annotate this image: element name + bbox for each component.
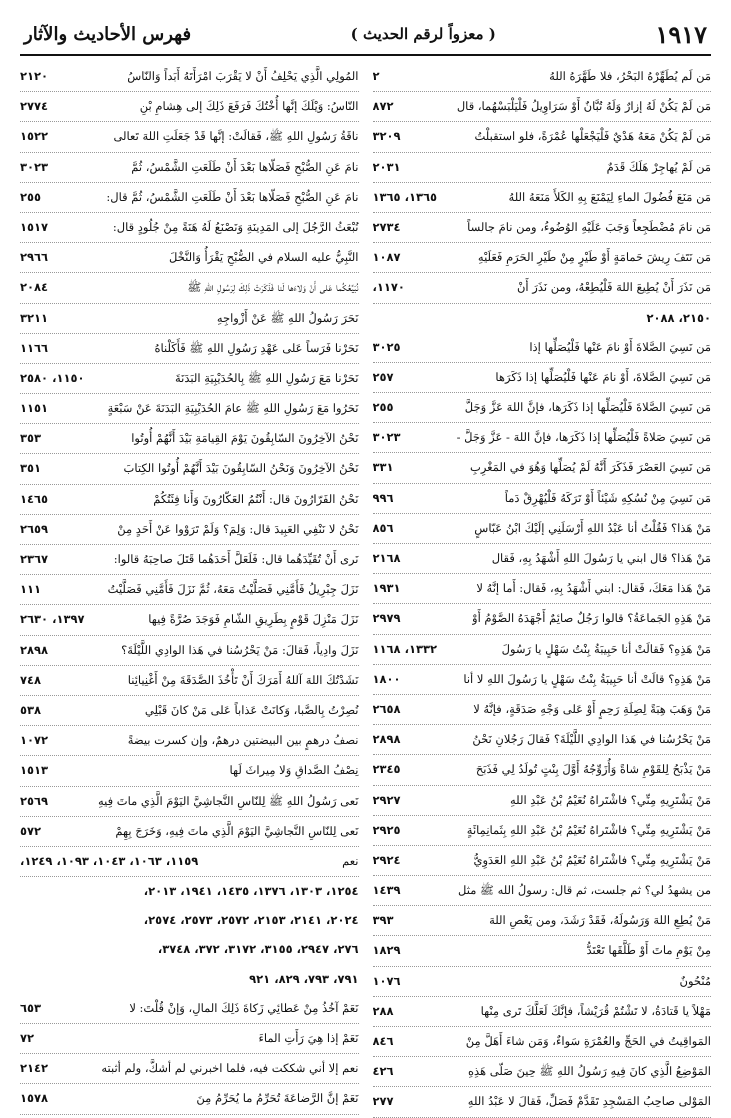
index-entry bbox=[373, 906, 712, 936]
entry-text: نَحَرُوا مَعَ رَسُولِ اللهِ ﷺ عامَ الحُدَيْبِيَةِ البَدَنَةَ عَنْ سَبْعَةٍ bbox=[107, 401, 359, 416]
entry-hadith-number: ٢٧٧ bbox=[372, 1094, 394, 1109]
index-entry bbox=[20, 817, 359, 847]
entry-text: نَحْنُ الفَرّارُونَ قال: أَنْتُمُ العَكّارُونَ وَأَنا فِئَتُكُمْ bbox=[153, 491, 359, 506]
page-header bbox=[20, 14, 711, 56]
entry-text: نَحَرْنا فَرَساً عَلى عَهْدِ رَسُولِ اللهِ ﷺ فَأَكَلْناهُ bbox=[154, 340, 359, 355]
entry-hadith-number: ١٥١٣ bbox=[20, 763, 49, 778]
header-title: فهرس الأحاديث والآثار bbox=[24, 23, 192, 45]
entry-text: ناقَةُ رَسُولِ اللهِ ﷺ، فَقالَتْ: إنَّها قَدْ جَعَلَتِ اللهَ تَعالى bbox=[113, 129, 359, 144]
entry-hadith-number: ١٠٧٢ bbox=[20, 733, 49, 748]
index-entry bbox=[20, 273, 359, 303]
entry-hadith-number: ٢٩٢٥ bbox=[372, 822, 401, 837]
index-entry bbox=[373, 635, 712, 665]
entry-hadith-number: ٣٢٠٩ bbox=[372, 129, 401, 144]
entry-hadith-number: ٥٣٨ bbox=[20, 702, 42, 717]
entry-text: نعم bbox=[342, 853, 359, 868]
index-entry bbox=[20, 153, 359, 183]
entry-text: النَّبِيُّ عليه السلام في الصُّبْحِ يَقْرَأُ وَالنَّخْلَ bbox=[169, 250, 359, 265]
index-entry bbox=[20, 92, 359, 122]
index-entry-continuation bbox=[20, 906, 359, 935]
entry-hadith-number: ٢٨٩٨ bbox=[20, 642, 49, 657]
entry-hadith-number: ١١١ bbox=[20, 582, 42, 597]
index-entry bbox=[20, 605, 359, 635]
entry-text: مَنْ هَذِهِ الجَماعَةُ؟ قالوا رَجُلٌ صائِمٌ أَجْهَدَهُ الصَّوْمُ أَوْ bbox=[472, 611, 711, 626]
index-entry bbox=[373, 423, 712, 453]
index-entry bbox=[373, 363, 712, 393]
entry-text: مَنْ يُطِعِ اللهَ وَرَسُولَهُ، فَقَدْ رَشَدَ، ومن يَعْصِ اللهَ bbox=[489, 913, 711, 928]
entry-text: مَهْلاً يا قَتادَةُ، لا تَشْتُمْ قُرَيْشاً، فإنَّكَ لَعَلَّكَ تَرى مِنْها bbox=[480, 1003, 711, 1018]
entry-text: مَنْ يَذْبَحُ لِلقَوْمِ شاةً وَأُزَوِّجُهُ أَوَّلَ بِنْتٍ تُولَدُ لِي فَذَبَحَ bbox=[475, 762, 711, 777]
entry-text: ٢١٥٠، ٢٠٨٨ bbox=[646, 310, 711, 325]
index-entry bbox=[373, 846, 712, 876]
right-column bbox=[373, 62, 712, 1118]
entry-text: مَن نَسِيَ الصَّلاةَ، أَوْ نامَ عَنْها فَلْيُصَلِّها إذا ذَكَرَها bbox=[495, 369, 711, 384]
entry-hadith-number: ١١٦٦ bbox=[20, 340, 49, 355]
index-entry-continuation bbox=[20, 877, 359, 906]
index-entry bbox=[373, 997, 712, 1027]
index-entry bbox=[20, 756, 359, 786]
index-entry bbox=[373, 122, 712, 152]
entry-hadith-number: ٢٦٥٨ bbox=[372, 701, 401, 716]
entry-hadith-number: ٢٦٥٩ bbox=[20, 521, 49, 536]
index-entry bbox=[373, 936, 712, 966]
entry-hadith-number: ٧٢ bbox=[20, 1031, 35, 1045]
entry-hadith-number: ٨٤٦ bbox=[372, 1034, 394, 1048]
entry-text: نَزَلَ جِبْرِيلُ فَأَمَّنِي فَصَلَّيْتُ مَعَهُ، ثُمَّ نَزَلَ فَأَمَّنِي فَصَلَّيْتُ bbox=[107, 582, 359, 597]
index-entry bbox=[20, 454, 359, 484]
index-entry bbox=[373, 484, 712, 514]
entry-text: مَن لَمْ يَكُنْ مَعَهُ هَدْيٌ فَلْيَجْعَلْها عُمْرَةً، فلو استقبلْتُ bbox=[474, 129, 711, 144]
entry-text: مَن لَمْ يُهاجِرْ هَلَكَ قَدَمٌ bbox=[606, 159, 711, 174]
entry-text: ٧٩١، ٧٩٣، ٨٢٩، ٩٢١ bbox=[249, 971, 359, 986]
index-entry bbox=[373, 695, 712, 725]
index-entry bbox=[20, 994, 359, 1024]
entry-text: ٢٠٢٤، ٢١٤١، ٢١٥٣، ٢٥٧٢، ٢٥٧٣، ٢٥٧٤، bbox=[143, 913, 359, 928]
entry-hadith-number: ٣٠٢٣ bbox=[20, 159, 49, 174]
entry-text: مَنْ يَحْرُسُنا في هَذا الوادِي اللَّيْلَةَ؟ فَقالَ رَجُلانِ نَحْنُ bbox=[472, 732, 711, 747]
index-entry bbox=[373, 604, 712, 634]
entry-hadith-number: ٩٩٦ bbox=[372, 490, 394, 505]
index-entry bbox=[20, 213, 359, 243]
entry-text: نِصْفُ الصَّداقِ وَلا مِيراثَ لَها bbox=[229, 763, 359, 778]
entry-text: نَشَدْتُكَ اللهَ آللهُ أَمَرَكَ أَنْ تَأْخُذَ الصَّدَقَةَ مِنْ أَغْنِيائِنا bbox=[127, 672, 359, 687]
entry-text: مَن نَذَرَ أَنْ يُطِيعَ اللهَ فَلْيُطِعْهُ، ومن نَذَرَ أَنْ bbox=[516, 280, 711, 295]
entry-text: نَعَمْ آخُذُ مِنْ عَطائِي زَكاةَ ذَلِكَ المالِ، وَإنْ قُلْتَ: لا bbox=[129, 1000, 359, 1015]
entry-text: مُنْحُونٌ bbox=[679, 973, 711, 988]
entry-text: نُصِرْتُ بِالصَّبا، وَكانَتْ عَذاباً عَلى مَنْ كانَ قَبْلِي bbox=[144, 702, 359, 717]
entry-text: نَزَلَ مَنْزِلَ قَوْمٍ بِطَرِيقِ الشّامِ فَوَجَدَ صُرَّةً فِيها bbox=[148, 612, 359, 627]
index-entry bbox=[373, 1027, 712, 1057]
index-entry bbox=[20, 304, 359, 334]
entry-hadith-number: ٢٣٤٥ bbox=[372, 762, 401, 777]
entry-hadith-number: ١٨٠٠ bbox=[372, 671, 401, 686]
index-entry bbox=[373, 574, 712, 604]
entry-hadith-number: ١١٥٠، ٢٥٨٠ bbox=[20, 370, 85, 385]
entry-hadith-number: ٢٥٥ bbox=[20, 189, 42, 204]
entry-text: المَوْضِعُ الَّذِي كانَ فِيهِ رَسُولُ اللهِ ﷺ حِينَ صَلّى هَذِهِ bbox=[467, 1064, 711, 1079]
entry-hadith-number: ٢١٦٨ bbox=[372, 551, 401, 565]
index-entry bbox=[373, 92, 712, 122]
index-entry bbox=[20, 545, 359, 575]
entry-text: مَن نَسِيَ الصَّلاةَ فَلْيُصَلِّها إذا ذَكَرَها، فإنَّ اللهَ عَزَّ وَجَلَّ bbox=[464, 400, 711, 415]
entry-hadith-number: ٢٨٨ bbox=[372, 1003, 394, 1018]
entry-hadith-number: ٢٧٧٤ bbox=[20, 99, 49, 114]
entry-hadith-number: ٢٩٧٩ bbox=[372, 611, 401, 626]
index-entry bbox=[20, 334, 359, 364]
entry-text: نَحْنُ الآخِرُونَ وَنَحْنُ السّابِقُونَ بَيْدَ أَنَّهُمْ أُوتُوا الكِتابَ bbox=[123, 461, 359, 476]
entry-hadith-number: ٣٩٣ bbox=[372, 913, 394, 928]
entry-hadith-number: ٣٢١١ bbox=[20, 310, 49, 325]
index-columns bbox=[20, 62, 711, 1118]
entry-hadith-number: ١٤٦٥ bbox=[20, 491, 49, 506]
entry-text: مَنْ يَشْتَرِيهِ مِنِّي؟ فاشْتَراهُ نُعَيْمُ بْنُ عَبْدِ اللهِ bbox=[509, 792, 711, 807]
entry-hadith-number: ١١٥٩، ١٠٦٣، ١٠٤٣، ١٠٩٣، ١٢٤٩، bbox=[20, 853, 199, 868]
entry-hadith-number: ١٥١٧ bbox=[20, 219, 49, 234]
entry-text: مَن لَمْ يَكُنْ لَهُ إزارٌ وَلَهُ تُبَّانٌ أَوْ سَرَاوِيلُ فَلْيَلْبَسْهُما، قال bbox=[456, 99, 711, 114]
index-entry bbox=[20, 1084, 359, 1114]
entry-text: نَحْنُ الآخِرُونَ السّابِقُونَ يَوْمَ القِيامَةِ بَيْدَ أَنَّهُمْ أُوتُوا bbox=[131, 431, 359, 446]
entry-hadith-number: ٢ bbox=[372, 69, 380, 83]
index-entry bbox=[373, 544, 712, 574]
entry-hadith-number: ٤٢٦ bbox=[372, 1064, 394, 1079]
index-entry bbox=[373, 1057, 712, 1087]
entry-text: المَوْلى صاحِبُ المَسْجِدِ تَقَدَّمْ فَصَلِّ، فَقالَ لا عَبْدُ اللهِ bbox=[467, 1094, 711, 1109]
index-entry bbox=[20, 243, 359, 273]
index-entry bbox=[20, 847, 359, 877]
index-entry bbox=[20, 364, 359, 394]
index-entry bbox=[20, 485, 359, 515]
entry-hadith-number: ٢٠٣١ bbox=[372, 159, 401, 174]
entry-text: نَعى رَسُولُ اللهِ ﷺ لِلنّاسِ النَّجاشِيَّ اليَوْمَ الَّذِي ماتَ فِيهِ bbox=[97, 793, 359, 808]
entry-text: نصفُ درهمٍ بين البيضتين درهمٌ، وإن كسرت بيضةً bbox=[127, 733, 359, 748]
entry-text: مَن نَسِيَ العَصْرَ فَذَكَرَ أَنَّهُ لَمْ يُصَلِّها وَهُوَ في المَغْرِبِ bbox=[470, 460, 711, 475]
entry-text: مَنْ هَذا؟ فَقُلْتُ أنا عَبْدُ اللهِ أَرْسَلَنِي إلَيْكَ ابْنُ عَبّاسٍ bbox=[474, 520, 711, 535]
index-entry bbox=[20, 726, 359, 756]
index-entry-continuation bbox=[20, 935, 359, 964]
entry-hadith-number: ١٩٣١ bbox=[372, 581, 401, 596]
entry-text: نَعى لِلنّاسِ النَّجاشِيَّ اليَوْمَ الَّذِي ماتَ فِيهِ، وَخَرَجَ بِهِمْ bbox=[115, 823, 359, 838]
entry-hadith-number: ٢٥٧ bbox=[372, 369, 394, 384]
entry-text: مِنْ يَوْمِ ماتَ أَوْ طَلَّقَها تَعْتَدُّ bbox=[586, 943, 711, 958]
entry-hadith-number: ٨٥٦ bbox=[372, 520, 394, 535]
entry-hadith-number: ٢٧٣٤ bbox=[372, 219, 401, 234]
entry-text: مَنْ هَذِهِ؟ فَقالَتْ أنا حَبِيبَةُ بِنْتُ سَهْلٍ يا رَسُولَ bbox=[501, 641, 711, 656]
entry-text: مَنْ يَشْتَرِيهِ مِنِّي؟ فاشْتَراهُ نُعَيْمُ بْنُ عَبْدِ اللهِ العَدَوِيُّ bbox=[473, 852, 711, 867]
entry-text: نَزَلَ وادِياً، فَقالَ: مَنْ يَحْرُسُنا في هَذا الوادِي اللَّيْلَةَ؟ bbox=[121, 642, 359, 657]
index-entry bbox=[373, 273, 712, 303]
entry-hadith-number: ٢٠٨٤ bbox=[20, 280, 49, 295]
entry-hadith-number: ٣٠٢٥ bbox=[372, 339, 401, 354]
index-entry bbox=[373, 786, 712, 816]
entry-hadith-number: ٢١٢٠ bbox=[20, 69, 49, 83]
index-entry bbox=[373, 514, 712, 544]
entry-hadith-number: ٢٣٦٧ bbox=[20, 552, 49, 566]
entry-text: مَن لَم يُطَهِّرْهُ البَحْرُ، فلا طَهَّرَهُ اللهُ bbox=[549, 69, 711, 83]
index-entry bbox=[373, 393, 712, 423]
entry-hadith-number: ١٠٧٦ bbox=[372, 973, 401, 988]
index-entry bbox=[20, 515, 359, 545]
index-entry bbox=[20, 636, 359, 666]
index-entry bbox=[20, 183, 359, 213]
entry-text: نَحَرْنا مَعَ رَسُولِ اللهِ ﷺ بِالحُدَيْبِيَةِ البَدَنَةَ bbox=[175, 370, 359, 385]
entry-text: ٢٧٦، ٢٩٤٧، ٣١٥٥، ٣١٧٢، ٣٧٢، ٣٧٤٨، bbox=[157, 942, 359, 957]
entry-text: مَنْ هَذا مَعَكَ، فَقال: ابني أَشْهَدُ بِهِ، فَقال: أَما إنَّهُ لا bbox=[476, 581, 711, 596]
entry-hadith-number: ١٣٦٥، ١٣٦٥ bbox=[372, 189, 438, 204]
entry-hadith-number: ٢٨٩٨ bbox=[372, 732, 401, 747]
entry-text: مَن نَسِيَ الصَّلاةَ أَوْ نامَ عَنْها فَلْيُصَلِّها إذا bbox=[529, 339, 711, 354]
entry-hadith-number: ٣٥٣ bbox=[20, 431, 42, 446]
entry-text: نَحَرَ رَسُولُ اللهِ ﷺ عَنْ أَزْواجِهِ bbox=[216, 310, 359, 325]
entry-text: المُولِي الَّذِي يَحْلِفُ أَنْ لا يَقْرَبَ امْرَأَتَهُ أَبَداً وَالنّاسُ bbox=[127, 69, 359, 83]
entry-hadith-number: ١٥٧٨ bbox=[20, 1091, 49, 1106]
index-entry bbox=[20, 1024, 359, 1054]
index-entry bbox=[20, 122, 359, 152]
entry-text: المَواقِيتُ في الحَجِّ والعُمْرَةِ سَواءٌ، وَمَن شاءَ أَهَلَّ مِنْ bbox=[465, 1034, 711, 1048]
entry-text: مَنْ يَشْتَرِيهِ مِنِّي؟ فاشْتَراهُ نُعَيْمُ بْنُ عَبْدِ اللهِ بِثَمانِمِائَةٍ bbox=[466, 822, 711, 837]
entry-hadith-number: ٣٥١ bbox=[20, 461, 42, 476]
entry-text: ١٢٥٤، ١٣٠٣، ١٣٧٦، ١٤٣٥، ١٩٤١، ٢٠١٣، bbox=[143, 884, 359, 899]
entry-text: مَن نَسِيَ مِنْ نُسُكِهِ شَيْئاً أَوْ تَرَكَهُ فَلْيُهْرِقْ دَماً bbox=[504, 490, 711, 505]
entry-text: مَن نَتَفَ رِيشَ حَمامَةٍ أَوْ طَيْرٍ مِنْ طَيْرِ الحَرَمِ فَعَلَيْهِ bbox=[477, 250, 711, 265]
index-entry bbox=[373, 665, 712, 695]
index-entry bbox=[20, 394, 359, 424]
index-entry bbox=[373, 453, 712, 483]
entry-text: نَرى أَنْ تُقَيِّدَهُما قال: فَلَعَلَّ أَحَدَهُما قَتَلَ صاحِبَهُ قالوا: bbox=[113, 552, 359, 566]
entry-hadith-number: ٢١٤٢ bbox=[20, 1061, 49, 1076]
entry-text: مَنْ هَذِهِ؟ قالَتْ أنا حَبِيبَةُ بِنْتُ سَهْلٍ يا رَسُولَ اللهِ لا أنا bbox=[463, 671, 711, 686]
entry-hadith-number: ٣٣١ bbox=[372, 460, 394, 475]
index-entry bbox=[373, 213, 712, 243]
entry-hadith-number: ١٥٢٢ bbox=[20, 129, 49, 144]
entry-text: مَنْ هَذا؟ قال ابني يا رَسُولَ اللهِ أَشْهَدُ بِهِ، فَقال bbox=[491, 551, 711, 565]
entry-text: مَن مَنَعَ فُضُولَ الماءِ لِيَمْنَعَ بِهِ الكَلأَ مَنَعَهُ اللهُ bbox=[508, 189, 711, 204]
entry-hadith-number: ١٠٨٧ bbox=[372, 250, 401, 265]
index-entry bbox=[20, 1054, 359, 1084]
entry-hadith-number: ١٣٩٧، ٢٦٣٠ bbox=[20, 612, 85, 627]
index-entry bbox=[373, 243, 712, 273]
entry-hadith-number: ٣٠٢٣ bbox=[372, 430, 401, 445]
entry-text: نامَ عَنِ الصُّبْحِ فَصَلّاها بَعْدَ أَنْ طَلَعَتِ الشَّمْسُ، ثُمَّ bbox=[131, 159, 359, 174]
entry-hadith-number: ٢٩٢٤ bbox=[372, 852, 401, 867]
entry-text: مَنْ وَهَبَ هِبَةً لِصِلَةِ رَحِمٍ أَوْ عَلى وَجْهِ صَدَقَةٍ، فإنَّهُ لا bbox=[473, 701, 711, 716]
entry-hadith-number: ٦٥٣ bbox=[20, 1000, 42, 1015]
entry-hadith-number: ٨٧٢ bbox=[372, 99, 394, 114]
index-entry bbox=[20, 666, 359, 696]
entry-hadith-number: ٢٩٢٧ bbox=[372, 792, 401, 807]
entry-text: مَن نَسِيَ صَلاةً فَلْيُصَلِّها إذا ذَكَرَها، فإنَّ اللهَ - عَزَّ وَجَلَّ - bbox=[456, 430, 711, 445]
index-entry-continuation bbox=[20, 965, 359, 994]
header-subtitle: ( معزواً لرقم الحديث ) bbox=[350, 25, 496, 43]
entry-text: نَحْنُ لا نَنْفِي العَبِيدَ قال: وَلِمَ؟ وَلَمْ تَرَوْوا عَنْ أَحَدٍ مِنْ bbox=[117, 521, 359, 536]
index-entry bbox=[373, 153, 712, 183]
entry-text: نُبَيِّعُكُما عَلى أَنْ وَلاءَها لَنا فَذَكَرَتْ ذَلِكَ لِرَسُولِ اللهِ ﷺ bbox=[187, 280, 359, 295]
index-entry bbox=[373, 876, 712, 906]
entry-hadith-number: ٢٩٦٦ bbox=[20, 250, 49, 265]
entry-text: نَعَمْ إنَّ الرَّضاعَةَ تُحَرِّمُ ما يُحَرِّمُ مِنَ bbox=[196, 1091, 359, 1106]
index-entry bbox=[373, 967, 712, 997]
entry-hadith-number: ٢٥٦٩ bbox=[20, 793, 49, 808]
index-entry bbox=[373, 816, 712, 846]
index-entry bbox=[373, 333, 712, 363]
index-entry bbox=[20, 424, 359, 454]
index-entry bbox=[20, 696, 359, 726]
index-entry bbox=[373, 755, 712, 785]
entry-text: من يشهدُ لي؟ ثم جلست، ثم قال: رسولُ الله ﷺ مثل bbox=[458, 883, 711, 898]
index-entry bbox=[20, 62, 359, 92]
entry-text: نامَ عَنِ الصُّبْحِ فَصَلّاها بَعْدَ أَنْ طَلَعَتِ الشَّمْسُ، ثُمَّ قال: bbox=[106, 189, 359, 204]
entry-hadith-number: ١١٧٠، bbox=[372, 280, 405, 295]
entry-text: نعم إلا أني شككت فيه، فلما اخبرني لم أشكَّ، ولم أثبته bbox=[101, 1061, 359, 1076]
entry-hadith-number: ١٨٢٩ bbox=[372, 943, 401, 958]
left-column bbox=[20, 62, 359, 1118]
index-entry bbox=[373, 725, 712, 755]
page-number: ١٩١٧ bbox=[655, 19, 707, 49]
index-entry bbox=[373, 183, 712, 213]
entry-hadith-number: ٢٥٥ bbox=[372, 400, 394, 415]
index-entry bbox=[20, 787, 359, 817]
entry-hadith-number: ١٣٣٢، ١١٦٨ bbox=[372, 641, 438, 656]
index-entry bbox=[20, 575, 359, 605]
entry-hadith-number: ١٤٣٩ bbox=[372, 883, 401, 898]
index-entry bbox=[373, 62, 712, 92]
entry-text: النّاسُ: وَيْلَكَ إنَّها أُخْتُكَ فَرَفَعَ ذَلِكَ إلى هِشامِ بْنِ bbox=[139, 99, 359, 114]
entry-hadith-number: ٥٧٢ bbox=[20, 823, 42, 838]
entry-text: نَعَمْ إذا هِيَ رَأَتِ الماءَ bbox=[258, 1031, 359, 1045]
entry-hadith-number: ١١٥١ bbox=[20, 401, 49, 416]
entry-text: نُبْعَثُ الرَّجُلَ إلى المَدِينَةِ وَنَصْنَعُ لَهُ هَنَةً مِنْ جُلُودٍ قال: bbox=[112, 219, 359, 234]
index-entry-continuation bbox=[373, 304, 712, 333]
entry-text: مَن نامَ مُضْطَجِعاً وَجَبَ عَلَيْهِ الوُضُوءُ، ومن نامَ جالساً bbox=[467, 219, 711, 234]
index-entry bbox=[373, 1087, 712, 1117]
entry-hadith-number: ٧٤٨ bbox=[20, 672, 42, 687]
